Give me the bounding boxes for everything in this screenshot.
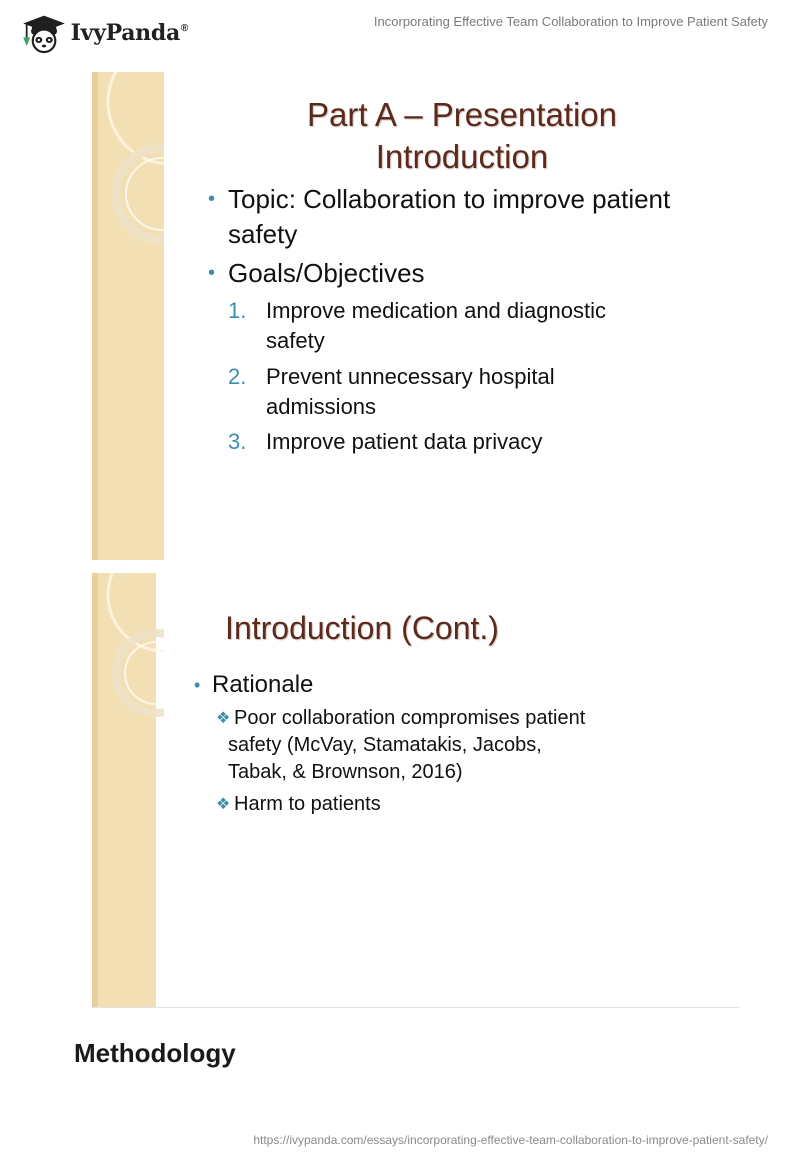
diamond-bullet-icon: ❖ <box>216 796 231 813</box>
panda-graduate-icon <box>18 10 67 56</box>
goal-item <box>228 296 606 356</box>
bullet-text: safety <box>228 219 298 249</box>
sub-bullet <box>216 705 585 786</box>
bullet-text: Topic: Collaboration to improve patient <box>228 184 671 214</box>
slide-title-line2: Introduction <box>375 138 549 175</box>
slide-introduction-cont <box>92 573 740 1008</box>
bullet-dot-icon: • <box>208 262 216 284</box>
goal-text: Improve medication and diagnostic <box>266 298 606 323</box>
bullet-text: Goals/Objectives <box>228 258 425 288</box>
goal-item <box>228 427 542 457</box>
sub-bullet-text: Tabak, & Brownson, 2016) <box>228 761 463 783</box>
bullet-topic <box>208 182 670 252</box>
goal-item <box>228 362 555 422</box>
goal-number: 2. <box>228 364 247 389</box>
bullet-goals <box>208 256 425 291</box>
brand-name: IvyPanda® <box>70 20 188 46</box>
bullet-dot-icon: • <box>208 188 216 210</box>
sub-bullet-text: Poor collaboration compromises patient <box>234 707 586 729</box>
page-source-url[interactable]: https://ivypanda.com/essays/incorporating-effective-team-collaboration-to-improve-patient-safety/ <box>253 1133 768 1147</box>
bullet-dot-icon: • <box>194 675 201 695</box>
goal-text: admissions <box>266 394 377 419</box>
goal-number: 3. <box>228 429 247 454</box>
goal-number: 1. <box>228 298 247 323</box>
sub-bullet-text: Harm to patients <box>234 793 381 815</box>
slide-title-line1: Part A – Presentation <box>306 96 618 133</box>
goal-text: Prevent unnecessary hospital <box>266 364 555 389</box>
sub-bullet <box>216 791 381 818</box>
slide-part-a-introduction <box>92 72 740 560</box>
goal-text: Improve patient data privacy <box>266 429 543 454</box>
bullet-text: Rationale <box>212 671 314 698</box>
brand-logo[interactable] <box>18 10 188 56</box>
document-title: Incorporating Effective Team Collaboration to Improve Patient Safety <box>373 14 768 29</box>
bullet-rationale <box>194 669 313 701</box>
diamond-bullet-icon: ❖ <box>216 710 231 727</box>
section-heading-methodology: Methodology <box>74 1038 236 1068</box>
sub-bullet-text: safety (McVay, Stamatakis, Jacobs, <box>228 734 542 756</box>
slide-title: Introduction (Cont.) <box>225 610 499 646</box>
goal-text: safety <box>266 328 325 353</box>
